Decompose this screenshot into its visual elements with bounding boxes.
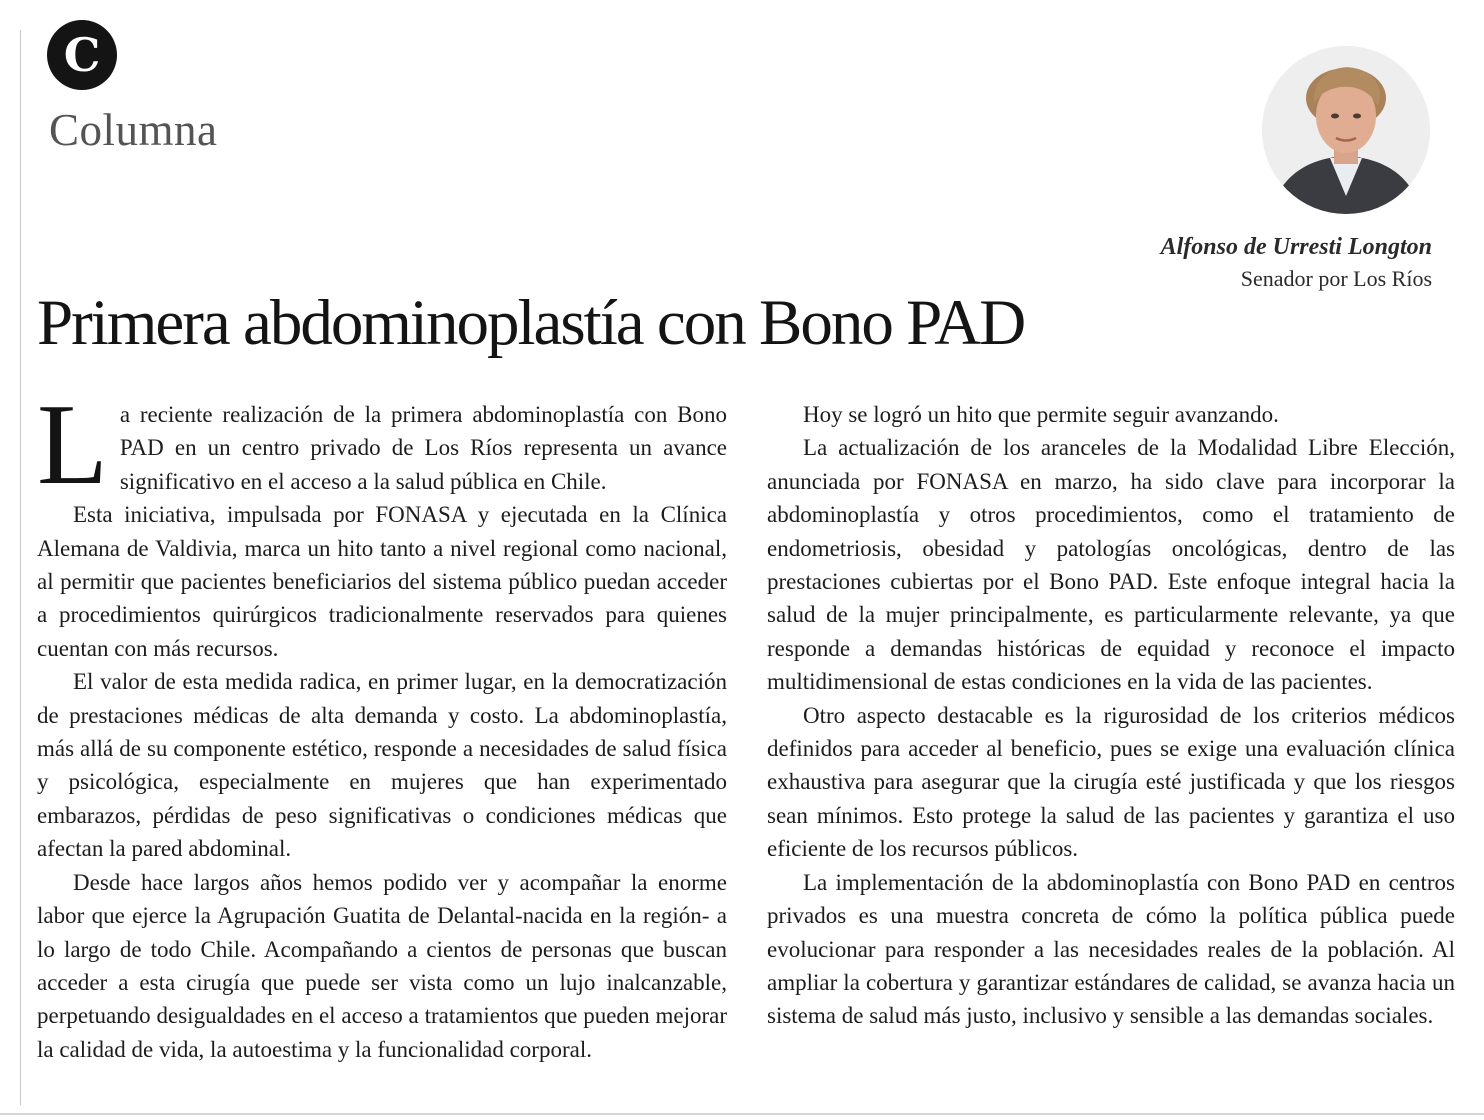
article-paragraph: La implementación de la abdominoplastía con Bono PAD en centros privados es una muestra concreta de cómo la política pública puede evolucionar para responder a las necesidades reales de la población. Al ampliar la cobertura y garantizar estándares de calidad, se avanza hacia un sistema de salud más justo, inclusivo y sensible a las demandas sociales. <box>767 869 1455 1029</box>
headline: Primera abdominoplastía con Bono PAD <box>37 287 1025 359</box>
article-paragraph: El valor de esta medida radica, en primer lugar, en la democratización de prestaciones médicas de alta demanda y costo. La abdominoplastía, más allá de su componente estético, responde a necesidades de salud física y psicológica, especialmente en mujeres que han experimentado embarazos, pérdidas de peso significativas o condiciones médicas que afectan la pared abdominal. <box>37 669 727 862</box>
bottom-rule <box>0 1113 1484 1115</box>
author-byline <box>1161 234 1432 292</box>
author-name: Alfonso de Urresti Longton <box>1160 234 1432 260</box>
author-role: Senador por Los Ríos <box>1240 266 1432 291</box>
article-column-left <box>37 381 727 1066</box>
article-paragraph: Desde hace largos años hemos podido ver y acompañar la enorme labor que ejerce la Agrupación Guatita de Delantal-nacida en la región- a lo largo de todo Chile. Acompañando a cientos de personas que buscan acceder a esta cirugía que puede ser vista como un lujo inalcanzable, perpetuando desigualdades en el acceso a tratamientos que pueden mejorar la calidad de vida, la autoestima y la funcionalidad corporal. <box>37 869 727 1062</box>
article-paragraph: Hoy se logró un hito que permite seguir avanzando. <box>803 402 1279 427</box>
article-paragraph: La actualización de los aranceles de la Modalidad Libre Elección, anunciada por FONASA en marzo, ha sido clave para incorporar la abdominoplastía y otros procedimientos, como el tratamiento de endometriosis, obesidad y patologías oncológicas, dentro de las prestaciones cubiertas por el Bono PAD. Este enfoque integral hacia la salud de la mujer principalmente, es particularmente relevante, ya que responde a demandas históricas de equidad y reconoce el impacto multidimensional de estas condiciones en la vida de las pacientes. <box>767 435 1455 695</box>
article-paragraph: Esta iniciativa, impulsada por FONASA y ejecutada en la Clínica Alemana de Valdivia, marca un hito tanto a nivel regional como nacional, al permitir que pacientes beneficiarios del sistema público puedan acceder a procedimientos quirúrgicos tradicionalmente reservados para quienes cuentan con más recursos. <box>37 502 727 661</box>
author-photo <box>1262 46 1430 214</box>
article-paragraph: Otro aspecto destacable es la rigurosidad de los criterios médicos definidos para acceder al beneficio, pues se exige una evaluación clínica exhaustiva para asegurar que la cirugía esté justificada y que los riesgos sean mínimos. Esto protege la salud de las pacientes y garantiza el uso eficiente de los recursos públicos. <box>767 702 1455 862</box>
article-column-right <box>767 398 1455 1033</box>
article-paragraph <box>37 381 727 509</box>
left-margin-rule <box>20 30 21 1105</box>
section-label: Columna <box>49 105 218 155</box>
section-badge: C <box>47 20 117 90</box>
drop-cap: L <box>37 381 108 509</box>
paragraph-text: a reciente realización de la primera abdominoplastía con Bono PAD en un centro privado de Los Ríos representa un avance significativo en el acceso a la salud pública en Chile. <box>119 402 727 494</box>
